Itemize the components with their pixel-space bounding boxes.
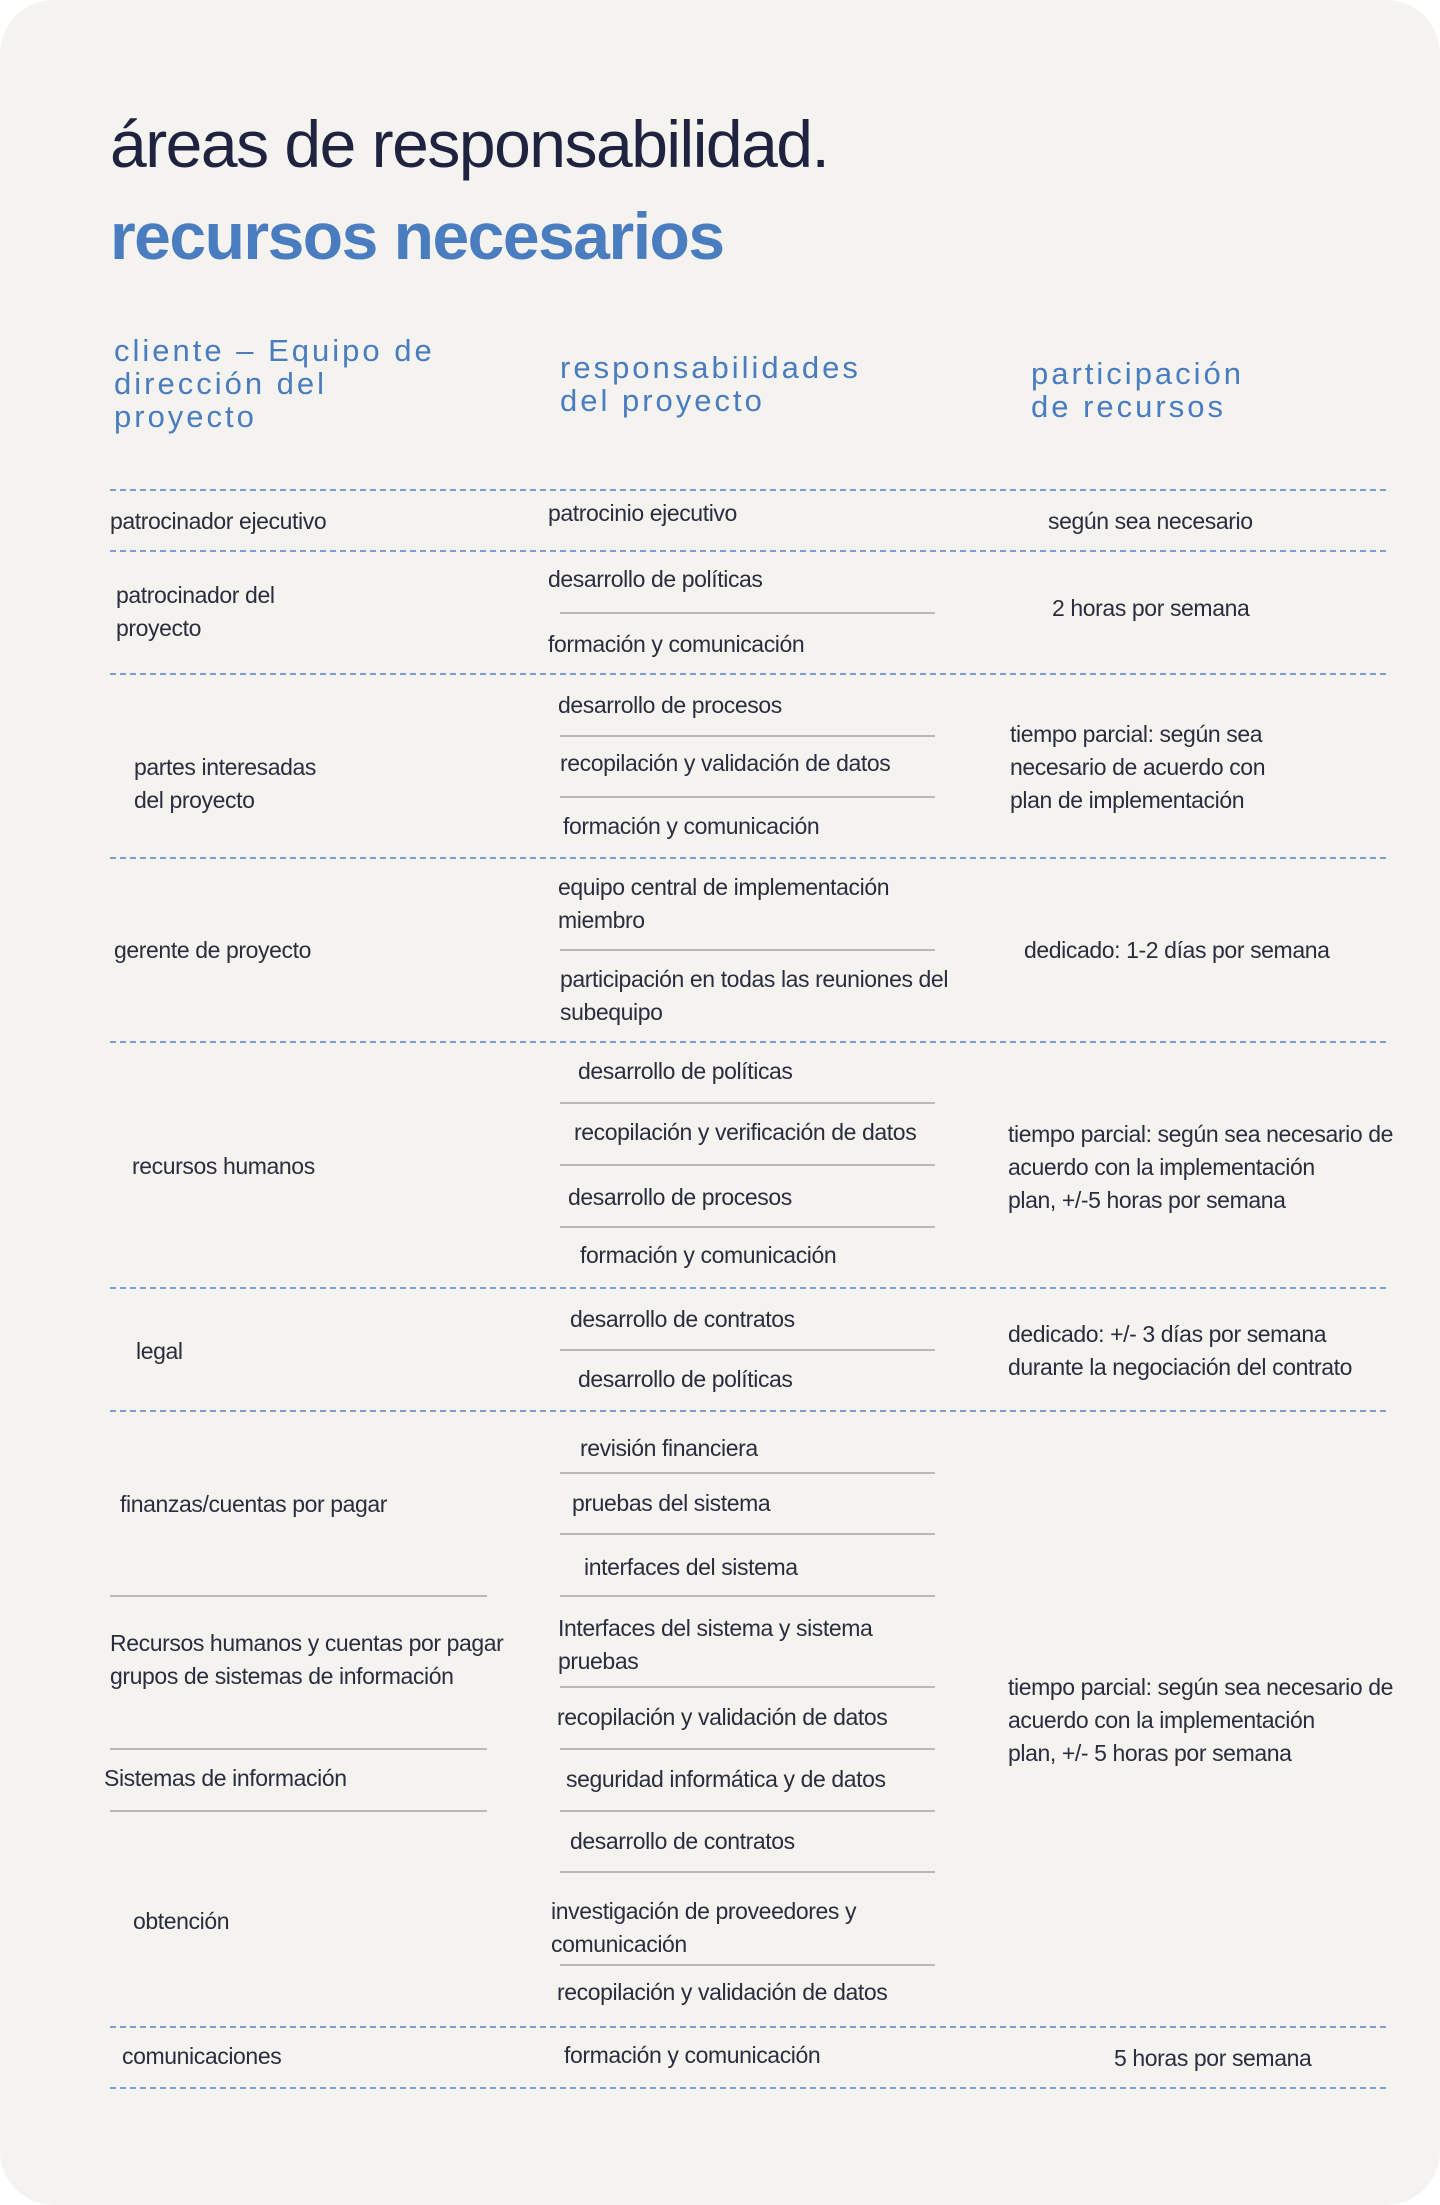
participation-cell: dedicado: 1-2 días por semana [1024,937,1330,963]
responsibility-cell: recopilación y verificación de datos [574,1119,917,1145]
participation-cell: tiempo parcial: según sea necesario de acuerdo con la implementación plan, +/- 5 horas por semana [1008,1674,1393,1766]
participation-cell: tiempo parcial: según sea necesario de acuerdo con plan de implementación [1010,721,1266,813]
responsibility-cell: desarrollo de procesos [568,1184,792,1210]
row-divider [110,2087,1386,2089]
client-cell: obtención [133,1908,230,1934]
responsibility-cell: participación en todas las reuniones del subequipo [560,966,949,1025]
responsibility-cell: recopilación y validación de datos [560,750,891,776]
responsibility-cell: formación y comunicación [548,631,805,657]
responsibility-cell: investigación de proveedores y comunicación [551,1898,857,1957]
sub-divider [560,1595,935,1597]
responsibility-cell: recopilación y validación de datos [557,1704,888,1730]
responsibility-cell: patrocinio ejecutivo [548,500,737,526]
sub-divider [560,1349,935,1351]
page-subtitle: recursos necesarios [110,199,724,273]
participation-cell: 5 horas por semana [1114,2045,1312,2071]
participation-cell: dedicado: +/- 3 días por semana durante la negociación del contrato [1008,1321,1353,1380]
sub-divider [560,1964,935,1966]
column-header-responsibilities: responsabilidades del proyecto [560,350,861,418]
client-cell: Sistemas de información [104,1765,347,1791]
sub-divider [560,1164,935,1166]
sub-divider [560,1686,935,1688]
responsibility-cell: seguridad informática y de datos [566,1766,886,1792]
row-divider [110,550,1386,552]
sub-divider [110,1595,487,1597]
sub-divider [560,1810,935,1812]
sub-divider [560,1102,935,1104]
responsibility-cell: desarrollo de políticas [578,1058,793,1084]
sub-divider [560,1871,935,1873]
sub-divider [560,1226,935,1228]
client-cell: Recursos humanos y cuentas por pagar grupos de sistemas de información [110,1630,504,1689]
client-cell: partes interesadas del proyecto [134,754,317,813]
client-cell: comunicaciones [122,2043,282,2069]
row-divider [110,2026,1386,2028]
responsibility-cell: desarrollo de políticas [548,566,763,592]
row-divider [110,857,1386,859]
row-divider [110,489,1386,491]
sub-divider [560,949,935,951]
responsibility-cell: Interfaces del sistema y sistema pruebas [558,1615,873,1674]
client-cell: recursos humanos [132,1153,315,1179]
responsibility-cell: interfaces del sistema [584,1554,798,1580]
row-divider [110,1041,1386,1043]
column-header-participation: participación de recursos [1031,356,1245,424]
participation-cell: 2 horas por semana [1052,595,1250,621]
column-header-client: cliente – Equipo de dirección del proyecto [114,333,435,434]
responsibility-cell: pruebas del sistema [572,1490,771,1516]
responsibility-cell: formación y comunicación [580,1242,837,1268]
responsibility-cell: desarrollo de contratos [570,1306,795,1332]
responsibility-cell: desarrollo de políticas [578,1366,793,1392]
responsibility-cell: desarrollo de contratos [570,1828,795,1854]
responsibility-cell: desarrollo de procesos [558,692,782,718]
responsibility-cell: revisión financiera [580,1435,758,1461]
participation-cell: según sea necesario [1048,508,1253,534]
sub-divider [560,612,935,614]
sub-divider [560,1472,935,1474]
responsibility-cell: equipo central de implementación miembro [558,874,890,933]
client-cell: patrocinador del proyecto [116,582,275,641]
row-divider [110,673,1386,675]
sub-divider [560,1748,935,1750]
page-title: áreas de responsabilidad. [110,107,829,181]
sub-divider [560,796,935,798]
sub-divider [560,735,935,737]
sub-divider [110,1748,487,1750]
row-divider [110,1287,1386,1289]
client-cell: gerente de proyecto [114,937,311,963]
participation-cell: tiempo parcial: según sea necesario de acuerdo con la implementación plan, +/-5 horas por semana [1008,1121,1393,1213]
responsibility-cell: formación y comunicación [564,2042,821,2068]
responsibility-cell: formación y comunicación [563,813,820,839]
sub-divider [110,1810,487,1812]
row-divider [110,1410,1386,1412]
client-cell: patrocinador ejecutivo [110,508,327,534]
sub-divider [560,1533,935,1535]
client-cell: legal [136,1338,183,1364]
responsibility-cell: recopilación y validación de datos [557,1979,888,2005]
client-cell: finanzas/cuentas por pagar [120,1491,388,1517]
